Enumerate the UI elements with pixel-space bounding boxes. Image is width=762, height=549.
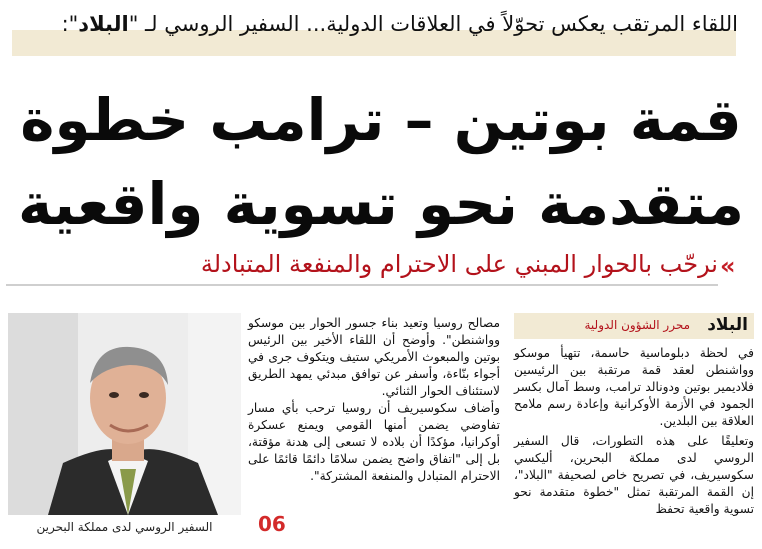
double-chevron-icon: « — [720, 252, 736, 280]
kicker — [0, 0, 762, 58]
middle-paragraph-1: مصالح روسيا وتعيد بناء جسور الحوار بين موسكو وواشنطن". وأوضح أن اللقاء الأخير بين الرئيس بوتين والمبعوث الأمريكي ستيف ويتكوف جرى في أجواء بنّاءة، وأسفر عن توافق مبدئي يمهد الطريق لاستئناف الحوار الثنائي. — [248, 316, 500, 398]
headline-line-1: قمة بوتين – ترامب خطوة — [20, 86, 742, 154]
article-column-middle — [248, 315, 500, 485]
byline-label: محرر الشؤون الدولية — [584, 318, 690, 332]
article-column-right — [514, 345, 754, 521]
ambassador-photo — [8, 313, 241, 515]
page-number: 06 — [258, 512, 286, 536]
byline — [514, 313, 754, 339]
photo-caption: السفير الروسي لدى مملكة البحرين — [36, 520, 213, 534]
portrait-illustration — [8, 313, 241, 515]
kicker-brand: البلاد — [78, 12, 129, 36]
right-paragraph-2: وتعليقًا على هذه التطورات، قال السفير الروسي لدى مملكة البحرين، أليكسي سكوسيريف، في تصريح خاص لصحيفة "البلاد"، إن القمة المرتقبة تمثل "خطوة متقدمة نحو تسوية واقعية تحفظ — [514, 434, 754, 516]
subheadline: نرحّب بالحوار المبني على الاحترام والمنفعة المتبادلة — [200, 250, 718, 278]
headline-line-2: متقدمة نحو تسوية واقعية — [17, 170, 745, 238]
kicker-text: اللقاء المرتقب يعكس تحوّلاً في العلاقات الدولية... السفير الروسي لـ "البلاد": — [61, 12, 738, 36]
byline-brand: البلاد — [707, 315, 748, 335]
middle-paragraph-2: وأضاف سكوسيريف أن روسيا ترحب بأي مسار تفاوضي يضمن أمنها القومي ويمنع عسكرة أوكرانيا، مؤكدًا أن بلاده لا تسعى إلى هدنة مؤقتة، بل إلى "اتفاق واضح يضمن سلامًا دائمًا قائمًا على الاحترام المتبادل والمنفعة المشتركة". — [248, 401, 500, 483]
subheadline-bar — [6, 250, 718, 286]
right-paragraph-1: في لحظة دبلوماسية حاسمة، تتهيأ موسكو وواشنطن لعقد قمة مرتقبة بين الرئيسين فلاديمير بوتين ودونالد ترامب، وسط آمال بكسر الجمود في الأزمة الأوكرانية وإعادة رسم ملامح العلاقة بين البلدين. — [514, 346, 754, 428]
